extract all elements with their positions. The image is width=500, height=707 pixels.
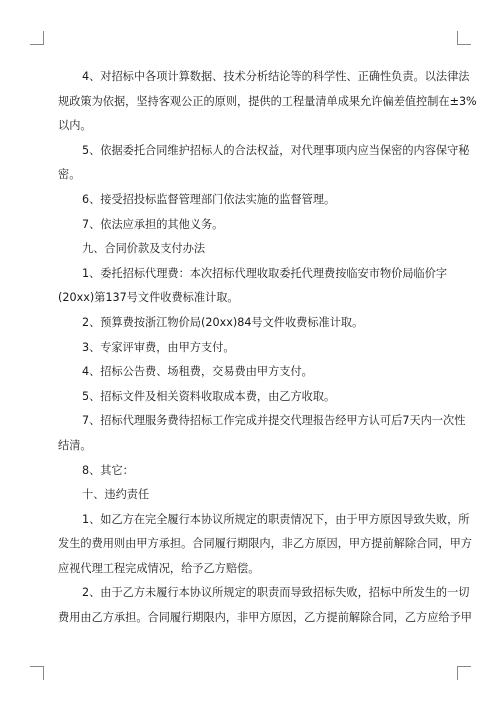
text-line: 2、由于乙方未履行本协议所规定的职责而导致招标失败，招标中所发生的一切 — [82, 586, 470, 600]
text-line: 十、违约责任 — [82, 488, 150, 502]
text-line: 3、专家评审费，由甲方支付。 — [82, 340, 235, 354]
text-line: 4、对招标中各项计算数据、技术分析结论等的科学性、正确性负责。以法律法 — [82, 70, 470, 83]
crop-mark-top-left — [30, 31, 44, 45]
text-line: 费用由乙方承担。合同履行期限内，非甲方原因，乙方提前解除合同，乙方应给予甲 — [58, 611, 472, 625]
text-line: 4、招标公告费、场租费，交易费由甲方支付。 — [82, 365, 313, 379]
text-line: (20xx)第137号文件收费标准计取。 — [58, 291, 239, 305]
text-line: 2、预算费按浙江物价局(20xx)84号文件收费标准计取。 — [82, 315, 364, 329]
text-line: 应视代理工程完成情况，给予乙方赔偿。 — [58, 561, 260, 575]
text-line: 5、依据委托合同维护招标人的合法权益，对代理事项内应当保密的内容保守秘 — [82, 143, 470, 157]
text-line: 8、其它： — [82, 463, 134, 477]
text-line: 7、依法应承担的其他义务。 — [82, 217, 224, 231]
crop-mark-top-right — [457, 31, 471, 45]
text-line: 以内。 — [58, 119, 92, 133]
text-line: 1、如乙方在完全履行本协议所规定的职责情况下，由于甲方原因导致失败，所 — [82, 512, 470, 526]
text-line: 6、接受招投标监督管理部门依法实施的监督管理。 — [82, 192, 336, 206]
text-line: 7、招标代理服务费待招标工作完成并提交代理报告经甲方认可后7天内一次性 — [82, 414, 466, 428]
text-line: 九、合同价款及支付办法 — [82, 242, 206, 256]
crop-mark-bottom-right — [457, 666, 471, 680]
text-line: 规政策为依据，坚持客观公正的原则，提供的工程量清单成果允许偏差值控制在±3% — [58, 94, 477, 108]
text-line: 5、招标文件及相关资料收取成本费，由乙方收取。 — [82, 389, 336, 403]
text-line: 发生的费用则由甲方承担。合同履行期限内，非乙方原因，甲方提前解除合同，甲方 — [58, 537, 472, 551]
document-body — [58, 65, 477, 631]
text-line: 结清。 — [58, 438, 92, 452]
text-line: 密。 — [58, 168, 81, 182]
crop-mark-bottom-left — [30, 666, 44, 680]
text-line: 1、委托招标代理费：本次招标代理收取委托代理费按临安市物价局临价字 — [82, 266, 448, 280]
